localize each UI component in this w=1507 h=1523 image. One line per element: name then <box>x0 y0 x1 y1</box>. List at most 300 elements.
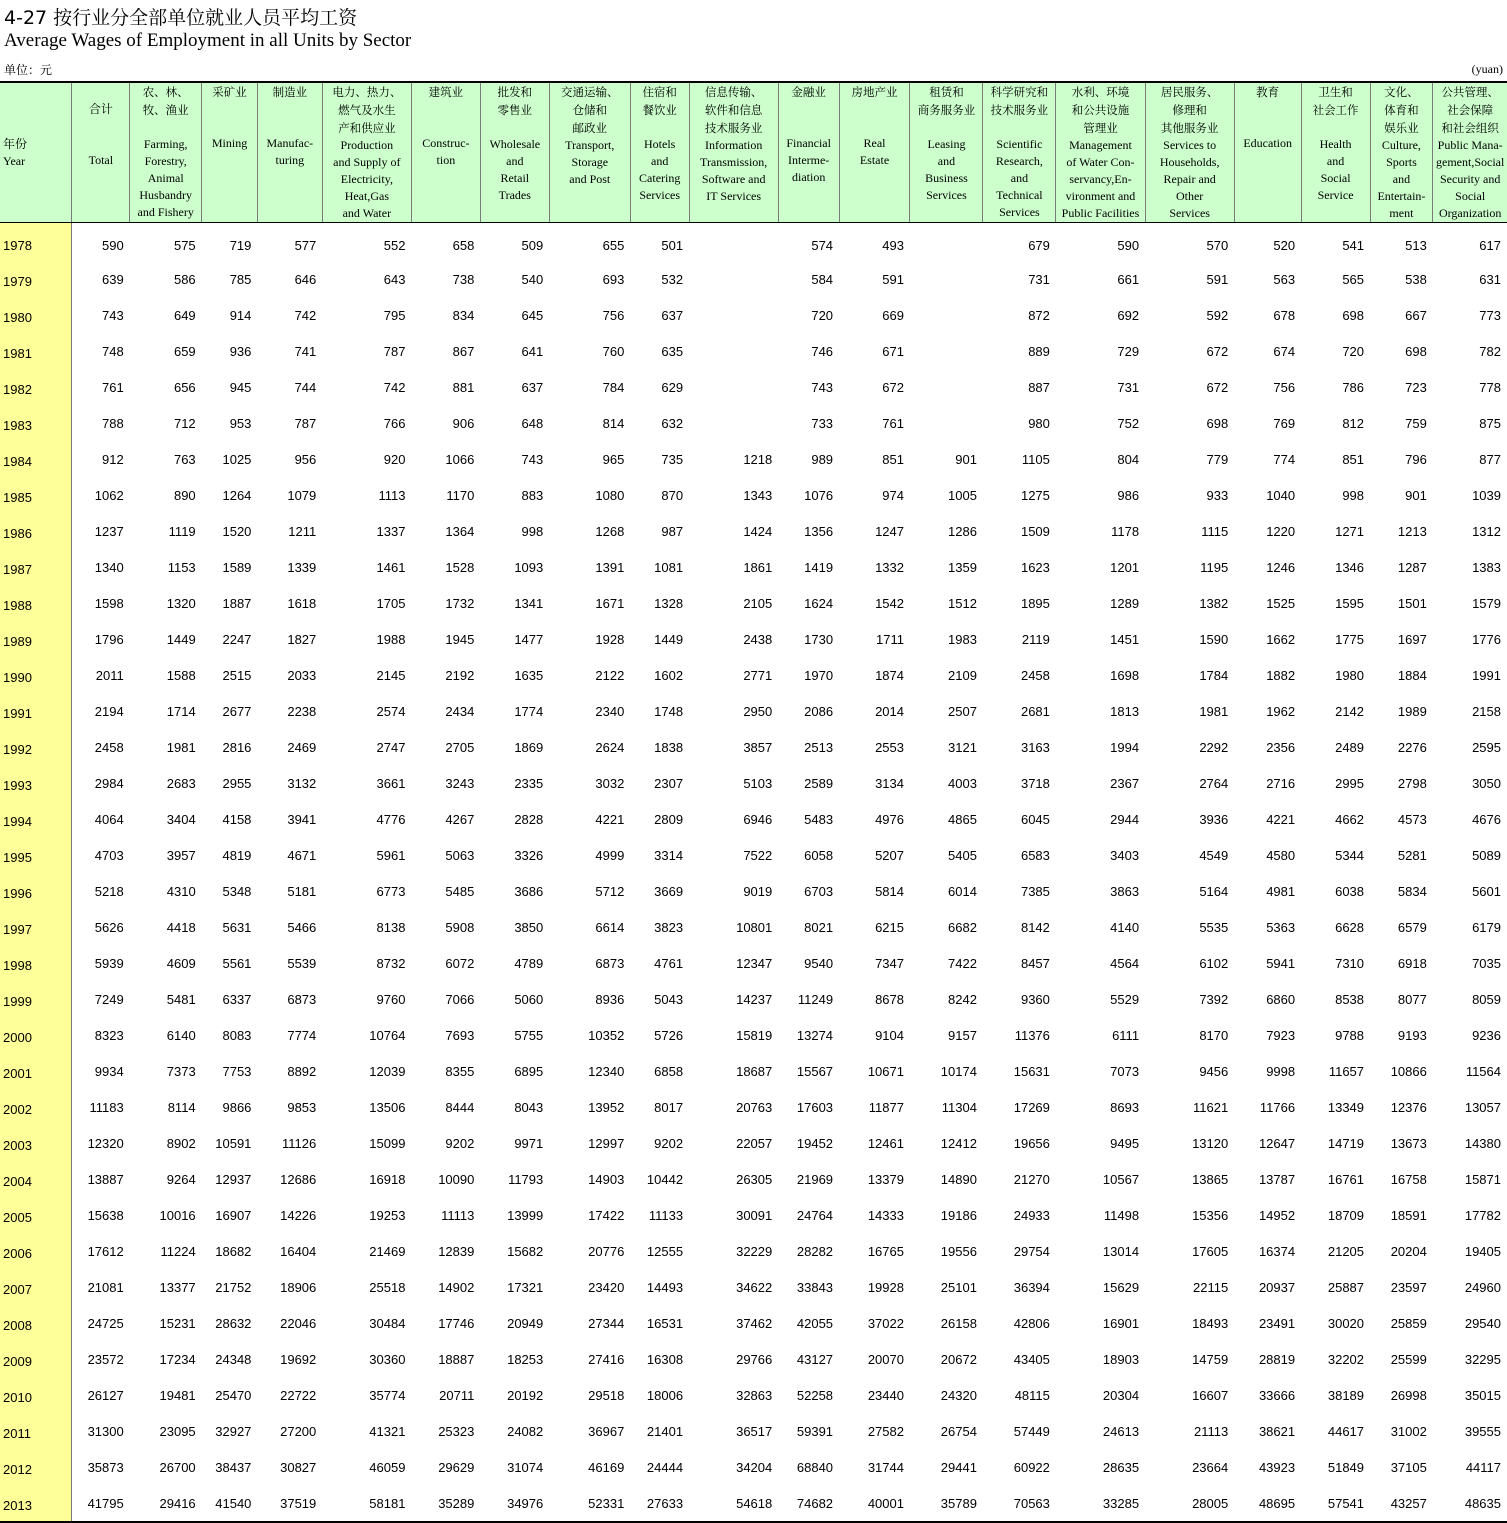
column-header-chinese-line: 技术服务业 <box>704 121 763 135</box>
value-cell: 4267 <box>445 811 475 827</box>
value-cell: 778 <box>1479 379 1501 395</box>
column-header-english-line: Transmission, <box>700 155 768 169</box>
value-cell: 15356 <box>1192 1207 1229 1223</box>
value-cell: 54618 <box>689 1485 778 1522</box>
value-cell: 1062 <box>94 487 124 503</box>
value-cell: 1784 <box>1199 667 1229 683</box>
value-cell: 32927 <box>215 1423 252 1439</box>
value-cell: 1887 <box>222 595 252 611</box>
year-cell: 2007 <box>0 1269 72 1305</box>
value-cell: 8242 <box>948 991 977 1007</box>
column-header-english-line: Real <box>863 136 886 150</box>
value-cell: 4064 <box>94 811 124 827</box>
column-header-english-line: Estate <box>859 153 890 167</box>
value-cell: 24320 <box>940 1387 977 1403</box>
value-cell: 2747 <box>376 739 406 755</box>
value-cell: 1635 <box>514 667 544 683</box>
column-header-chinese-line: 租赁和 <box>929 85 964 99</box>
table-row <box>0 1449 1507 1485</box>
value-cell: 23095 <box>159 1423 196 1439</box>
value-cell: 1525 <box>1266 595 1296 611</box>
value-cell: 12997 <box>588 1135 625 1151</box>
column-header-english-line: Retail <box>500 171 530 185</box>
value-cell: 25323 <box>438 1423 475 1439</box>
value-cell: 7373 <box>166 1063 196 1079</box>
value-cell: 28632 <box>215 1315 252 1331</box>
value-cell: 24764 <box>796 1207 834 1223</box>
value-cell: 1339 <box>287 559 317 575</box>
value-cell: 3163 <box>1020 739 1050 755</box>
value-cell: 788 <box>102 415 124 431</box>
value-cell: 51849 <box>1327 1459 1365 1475</box>
value-cell: 5281 <box>1397 847 1427 863</box>
value-cell: 7422 <box>948 955 977 971</box>
value-cell: 712 <box>173 415 196 431</box>
column-header-english-line: Information <box>705 138 763 152</box>
value-cell: 9264 <box>166 1171 196 1187</box>
value-cell: 2955 <box>222 775 252 791</box>
column-header-chinese-line: 房地产业 <box>851 85 898 99</box>
column-header-english-line: Production <box>340 138 394 152</box>
table-row <box>0 477 1507 513</box>
value-cell: 3718 <box>1020 775 1050 791</box>
value-cell: 22115 <box>1193 1279 1229 1295</box>
value-cell: 6918 <box>1397 955 1427 971</box>
value-cell: 5561 <box>222 955 252 971</box>
value-cell: 3121 <box>948 739 977 755</box>
value-cell: 742 <box>294 307 317 323</box>
column-header-chinese-line: 批发和 <box>497 85 533 99</box>
value-cell: 11224 <box>160 1243 196 1259</box>
column-header-chinese-line: 邮政业 <box>572 121 608 135</box>
value-cell: 25518 <box>369 1279 406 1295</box>
value-cell: 9853 <box>287 1099 317 1115</box>
value-cell: 3134 <box>875 775 904 791</box>
value-cell: 48695 <box>1234 1485 1301 1522</box>
value-cell: 723 <box>1405 379 1427 395</box>
value-cell: 741 <box>294 343 317 359</box>
column-header-chinese-line: 教育 <box>1256 85 1280 99</box>
value-cell: 671 <box>882 343 904 359</box>
value-cell: 5485 <box>445 883 475 899</box>
value-cell: 59391 <box>796 1423 834 1439</box>
value-cell: 37462 <box>736 1315 773 1331</box>
value-cell: 6179 <box>1472 919 1501 935</box>
value-cell <box>689 369 778 405</box>
value-cell: 998 <box>1342 487 1365 503</box>
value-cell: 23572 <box>87 1351 124 1367</box>
year-cell: 2001 <box>0 1053 72 1089</box>
year-cell: 2000 <box>0 1017 72 1053</box>
value-cell: 643 <box>383 271 406 287</box>
value-cell: 30091 <box>736 1207 773 1223</box>
column-header-chinese-line: 社会工作 <box>1312 103 1359 117</box>
value-cell: 570 <box>1206 237 1229 253</box>
column-header-english-line: IT Services <box>706 189 762 203</box>
year-cell: 1998 <box>0 945 72 981</box>
value-cell: 6058 <box>804 847 834 863</box>
column-header-english-line: Organization <box>1438 206 1502 220</box>
value-cell: 1332 <box>875 559 904 575</box>
value-cell: 787 <box>383 343 406 359</box>
value-cell: 31744 <box>867 1459 904 1475</box>
value-cell: 1081 <box>654 559 684 575</box>
value-cell: 1970 <box>804 667 834 683</box>
value-cell: 5814 <box>875 883 904 899</box>
value-cell: 591 <box>882 271 904 287</box>
year-cell: 1997 <box>0 909 72 945</box>
value-cell: 20949 <box>507 1315 544 1331</box>
column-header-english-line: Mining <box>211 136 248 150</box>
table-title-english: Average Wages of Employment in all Units by Sector <box>4 30 412 51</box>
value-cell: 501 <box>661 237 684 253</box>
column-header <box>549 82 630 223</box>
value-cell: 2014 <box>875 703 904 719</box>
value-cell: 2122 <box>595 667 625 683</box>
value-cell: 27344 <box>588 1315 625 1331</box>
value-cell: 4549 <box>1199 847 1229 863</box>
value-cell: 2276 <box>1397 739 1427 755</box>
value-cell: 5631 <box>222 919 252 935</box>
column-header-english-line: and Fishery <box>137 205 194 219</box>
value-cell: 6703 <box>804 883 834 899</box>
value-cell: 773 <box>1479 307 1501 323</box>
table-row <box>0 261 1507 297</box>
value-cell: 29766 <box>736 1351 773 1367</box>
column-header-english-line: Hotels <box>644 137 676 151</box>
value-cell: 1590 <box>1199 631 1229 647</box>
value-cell: 48115 <box>1014 1387 1050 1403</box>
value-cell: 13274 <box>796 1027 834 1043</box>
value-cell: 520 <box>1273 237 1296 253</box>
value-cell: 698 <box>1206 415 1229 431</box>
column-header-chinese-line: 娱乐业 <box>1384 121 1419 135</box>
value-cell: 8538 <box>1335 991 1365 1007</box>
value-cell: 881 <box>452 379 475 395</box>
value-cell: 4662 <box>1335 811 1365 827</box>
value-cell: 30360 <box>369 1351 406 1367</box>
value-cell: 7347 <box>875 955 904 971</box>
value-cell: 1697 <box>1397 631 1427 647</box>
column-header-english-line: Catering <box>639 171 681 185</box>
value-cell: 731 <box>1117 379 1140 395</box>
unit-label-chinese: 单位：元 <box>4 63 53 77</box>
column-header-english-line: Wholesale <box>489 137 541 151</box>
value-cell: 6337 <box>222 991 252 1007</box>
value-cell: 2292 <box>1199 739 1229 755</box>
value-cell: 41540 <box>202 1485 258 1522</box>
column-header-english-line: Services <box>999 205 1040 219</box>
value-cell: 1340 <box>94 559 124 575</box>
value-cell: 9760 <box>376 991 406 1007</box>
value-cell: 16308 <box>646 1351 684 1367</box>
value-cell: 5941 <box>1266 955 1296 971</box>
value-cell: 1618 <box>287 595 317 611</box>
column-header-english-line: Forestry, <box>144 154 187 168</box>
value-cell: 43257 <box>1370 1485 1433 1522</box>
value-cell: 9360 <box>1020 991 1050 1007</box>
value-cell: 5834 <box>1397 883 1427 899</box>
value-cell <box>689 297 778 333</box>
value-cell: 2033 <box>287 667 317 683</box>
column-header-chinese-line: 仓储和 <box>572 103 608 117</box>
value-cell: 11877 <box>868 1099 904 1115</box>
value-cell: 1391 <box>595 559 625 575</box>
value-cell: 13349 <box>1327 1099 1365 1115</box>
value-cell: 2705 <box>445 739 475 755</box>
value-cell: 4703 <box>94 847 124 863</box>
value-cell <box>689 261 778 297</box>
value-cell: 7923 <box>1266 1027 1296 1043</box>
value-cell: 756 <box>602 307 625 323</box>
value-cell: 1246 <box>1266 559 1296 575</box>
value-cell: 1512 <box>948 595 977 611</box>
value-cell: 877 <box>1479 451 1501 467</box>
year-cell: 1980 <box>0 297 72 333</box>
value-cell: 8017 <box>654 1099 684 1115</box>
value-cell: 986 <box>1117 487 1140 503</box>
value-cell: 1320 <box>166 595 196 611</box>
value-cell: 2624 <box>595 739 625 755</box>
value-cell: 9971 <box>514 1135 544 1151</box>
value-cell: 1988 <box>376 631 406 647</box>
table-row <box>0 1017 1507 1053</box>
value-cell: 4609 <box>166 955 196 971</box>
value-cell: 4676 <box>1472 811 1501 827</box>
value-cell: 7392 <box>1199 991 1229 1007</box>
value-cell: 2238 <box>287 703 317 719</box>
column-header <box>202 82 258 223</box>
value-cell: 8444 <box>445 1099 475 1115</box>
value-cell: 1066 <box>445 451 475 467</box>
value-cell: 2764 <box>1199 775 1229 791</box>
value-cell: 1602 <box>654 667 684 683</box>
column-header <box>130 82 202 223</box>
value-cell: 1079 <box>287 487 317 503</box>
value-cell <box>910 297 983 333</box>
column-header-english-line <box>910 119 982 136</box>
value-cell: 4573 <box>1397 811 1427 827</box>
value-cell: 16901 <box>1102 1315 1140 1331</box>
value-cell: 692 <box>1117 307 1140 323</box>
value-cell: 27582 <box>867 1423 904 1439</box>
value-cell: 3941 <box>287 811 317 827</box>
value-cell: 4671 <box>287 847 317 863</box>
value-cell: 15231 <box>159 1315 196 1331</box>
column-header-english-line <box>1302 119 1370 136</box>
value-cell: 7753 <box>222 1063 252 1079</box>
value-cell: 3326 <box>514 847 544 863</box>
value-cell: 1115 <box>1201 523 1229 539</box>
value-cell: 4564 <box>1110 955 1140 971</box>
value-cell: 6858 <box>654 1063 684 1079</box>
value-cell: 6045 <box>1020 811 1050 827</box>
column-header-chinese-line: 其他服务业 <box>1160 121 1219 135</box>
column-header-english-line: and <box>506 154 524 168</box>
value-cell: 26754 <box>940 1423 977 1439</box>
value-cell: 1509 <box>1020 523 1050 539</box>
column-header-english-line: Interme- <box>787 153 830 167</box>
value-cell: 10801 <box>736 919 773 935</box>
column-header-english-line: Trades <box>498 188 531 202</box>
column-header-english-line: Farming, <box>143 137 188 151</box>
value-cell: 3404 <box>166 811 196 827</box>
value-cell: 5207 <box>875 847 904 863</box>
table-row <box>0 801 1507 837</box>
value-cell: 804 <box>1117 451 1140 467</box>
value-cell: 1928 <box>595 631 625 647</box>
value-cell: 60922 <box>1013 1459 1050 1475</box>
column-header-english-line: Animal <box>147 171 184 185</box>
column-header <box>689 82 778 223</box>
value-cell: 15631 <box>1013 1063 1050 1079</box>
value-cell: 19253 <box>369 1207 406 1223</box>
value-cell: 21270 <box>1013 1171 1050 1187</box>
column-header-english-line: vironment and <box>1065 189 1136 203</box>
value-cell: 735 <box>661 451 684 467</box>
value-cell: 980 <box>1028 415 1050 431</box>
value-cell: 1359 <box>948 559 977 575</box>
value-cell: 38621 <box>1258 1423 1296 1439</box>
table-row <box>0 945 1507 981</box>
value-cell: 591 <box>1206 271 1229 287</box>
value-cell: 733 <box>811 415 834 431</box>
value-cell: 22057 <box>736 1135 773 1151</box>
value-cell: 39555 <box>1464 1423 1501 1439</box>
column-header-english-line: Heat,Gas <box>344 189 390 203</box>
column-header-english-line: Leasing <box>927 137 966 151</box>
value-cell: 6102 <box>1199 955 1229 971</box>
value-cell: 2340 <box>595 703 625 719</box>
value-cell: 42806 <box>1013 1315 1050 1331</box>
value-cell: 1705 <box>376 595 406 611</box>
value-cell: 17321 <box>507 1279 544 1295</box>
value-cell: 32202 <box>1327 1351 1365 1367</box>
column-header-english-line: Services <box>1169 206 1210 220</box>
value-cell: 13787 <box>1258 1171 1296 1187</box>
value-cell: 10090 <box>438 1171 475 1187</box>
value-cell: 785 <box>229 271 252 287</box>
value-cell: 13506 <box>369 1099 406 1115</box>
value-cell: 33285 <box>1056 1485 1145 1522</box>
column-header-english-line: Health <box>1319 137 1352 151</box>
value-cell: 4761 <box>654 955 684 971</box>
value-cell: 672 <box>882 379 904 395</box>
value-cell: 3957 <box>166 847 196 863</box>
value-cell: 1861 <box>743 559 773 575</box>
year-cell: 2012 <box>0 1449 72 1485</box>
value-cell: 19481 <box>159 1387 196 1403</box>
value-cell: 10352 <box>588 1027 625 1043</box>
value-cell: 31300 <box>87 1423 124 1439</box>
column-header <box>72 82 130 223</box>
table-row <box>0 405 1507 441</box>
value-cell: 41321 <box>369 1423 406 1439</box>
value-cell: 763 <box>173 451 196 467</box>
table-row <box>0 1341 1507 1377</box>
value-cell: 10866 <box>1390 1063 1427 1079</box>
value-cell: 1869 <box>514 739 544 755</box>
value-cell: 34204 <box>736 1459 773 1475</box>
value-cell: 48635 <box>1433 1485 1507 1522</box>
value-cell: 5348 <box>222 883 252 899</box>
value-cell: 2489 <box>1335 739 1365 755</box>
value-cell: 661 <box>1117 271 1140 287</box>
value-cell: 8355 <box>445 1063 475 1079</box>
value-cell: 8170 <box>1199 1027 1229 1043</box>
value-cell: 9495 <box>1110 1135 1140 1151</box>
column-header-chinese-line <box>72 83 129 101</box>
value-cell: 1991 <box>1472 667 1501 683</box>
value-cell: 956 <box>294 451 317 467</box>
value-cell: 2553 <box>875 739 904 755</box>
value-cell: 15871 <box>1464 1171 1501 1187</box>
value-cell: 36394 <box>1013 1279 1050 1295</box>
value-cell: 10442 <box>646 1171 684 1187</box>
value-cell: 18906 <box>280 1279 317 1295</box>
value-cell: 25599 <box>1390 1351 1427 1367</box>
value-cell: 6773 <box>376 883 406 899</box>
value-cell: 875 <box>1479 415 1501 431</box>
column-header-english-line: ment <box>1389 206 1414 220</box>
value-cell: 24960 <box>1464 1279 1501 1295</box>
table-row <box>0 513 1507 549</box>
value-cell: 16607 <box>1192 1387 1229 1403</box>
value-cell: 655 <box>602 237 625 253</box>
value-cell: 22722 <box>280 1387 317 1403</box>
value-cell: 1671 <box>595 595 625 611</box>
column-header-english-line: Management <box>1069 138 1132 152</box>
value-cell: 631 <box>1479 271 1501 287</box>
table-row <box>0 1305 1507 1341</box>
value-cell: 17269 <box>1013 1099 1050 1115</box>
value-cell: 1383 <box>1472 559 1501 575</box>
column-header-english-line <box>1235 101 1301 118</box>
value-cell: 8323 <box>94 1027 124 1043</box>
column-header-english-line: and <box>937 154 956 168</box>
value-cell: 14759 <box>1192 1351 1229 1367</box>
value-cell: 8892 <box>287 1063 317 1079</box>
value-cell: 2434 <box>445 703 475 719</box>
column-header-english-line <box>130 119 201 136</box>
value-cell: 1289 <box>1110 595 1140 611</box>
column-header-english-line <box>72 135 129 152</box>
value-cell: 5712 <box>595 883 625 899</box>
column-header-chinese-line: 信息传输、 <box>704 85 763 99</box>
value-cell: 1748 <box>654 703 684 719</box>
value-cell: 1039 <box>1472 487 1501 503</box>
value-cell: 1711 <box>876 631 904 647</box>
value-cell: 26158 <box>940 1315 977 1331</box>
value-cell: 3669 <box>654 883 684 899</box>
year-cell: 1984 <box>0 441 72 477</box>
value-cell: 1040 <box>1266 487 1296 503</box>
value-cell: 678 <box>1273 307 1296 323</box>
year-cell: 2013 <box>0 1485 72 1522</box>
value-cell: 786 <box>1342 379 1365 395</box>
value-cell: 914 <box>229 307 252 323</box>
column-header-english-line: Public Mana- <box>1437 138 1503 152</box>
value-cell: 1356 <box>804 523 834 539</box>
value-cell: 2105 <box>743 595 773 611</box>
value-cell: 1776 <box>1472 631 1501 647</box>
value-cell: 4789 <box>514 955 544 971</box>
value-cell: 1220 <box>1266 523 1296 539</box>
value-cell: 17612 <box>87 1243 124 1259</box>
value-cell: 7073 <box>1110 1063 1140 1079</box>
value-cell: 13377 <box>159 1279 196 1295</box>
value-cell: 28635 <box>1102 1459 1140 1475</box>
